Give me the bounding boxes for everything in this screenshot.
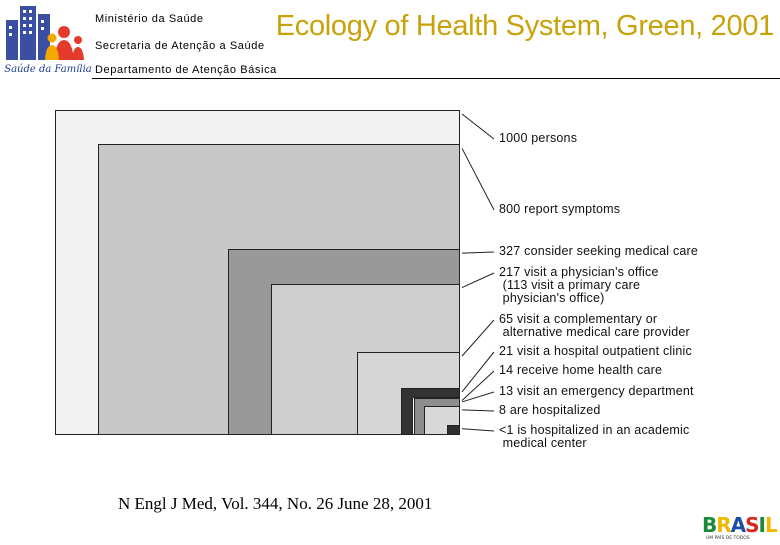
- logo-caption: Saúde da Família: [4, 64, 92, 75]
- label-13: 13 visit an emergency department: [499, 384, 694, 398]
- leader-line-217: [462, 273, 494, 288]
- saude-da-familia-logo: [2, 2, 90, 80]
- leader-line-13: [462, 392, 494, 402]
- label-800: 800 report symptoms: [499, 202, 621, 216]
- building-family-icon: [2, 2, 90, 64]
- leader-line-800: [462, 148, 494, 210]
- ministry-name: Ministério da Saúde: [95, 13, 204, 25]
- leader-line-327: [462, 252, 494, 253]
- label-65: 65 visit a complementary or alternative medical care provider: [499, 312, 690, 339]
- header-divider: [92, 78, 780, 79]
- department-name: Departamento de Atenção Básica: [95, 64, 277, 76]
- page-title: Ecology of Health System, Green, 2001: [275, 10, 774, 42]
- label-1000: 1000 persons: [499, 131, 578, 145]
- secretariat-name: Secretaria de Atenção a Saúde: [95, 40, 265, 52]
- svg-text:BRASIL: BRASIL: [702, 513, 777, 537]
- label-21: 21 visit a hospital outpatient clinic: [499, 344, 692, 358]
- label-217: 217 visit a physician's office (113 visit a primary care physician's office): [499, 265, 659, 305]
- label-327: 327 consider seeking medical care: [499, 244, 699, 258]
- leader-line-1: [462, 429, 494, 431]
- leader-line-1000: [462, 114, 494, 139]
- leader-line-21: [462, 352, 494, 392]
- brasil-tagline: UM PAÍS DE TODOS: [706, 536, 750, 540]
- label-14: 14 receive home health care: [499, 363, 663, 377]
- label-1: <1 is hospitalized in an academic medical center: [499, 423, 690, 450]
- label-8: 8 are hospitalized: [499, 403, 601, 417]
- leader-line-14: [462, 371, 494, 401]
- brasil-logo: [700, 512, 778, 540]
- box-1: [447, 425, 460, 435]
- citation: N Engl J Med, Vol. 344, No. 26 June 28, 2001: [118, 494, 433, 513]
- leader-line-8: [462, 410, 494, 411]
- leader-line-65: [462, 320, 494, 356]
